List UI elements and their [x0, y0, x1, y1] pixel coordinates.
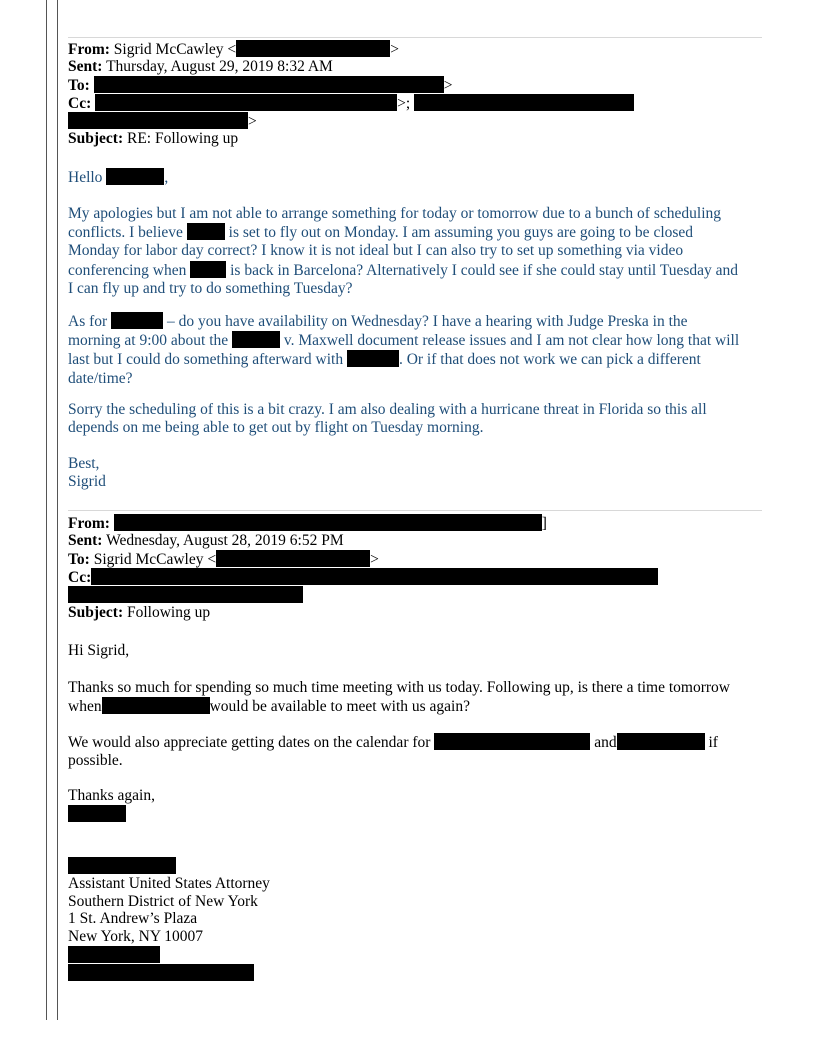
redaction [68, 586, 303, 603]
sig-name-redacted [68, 857, 176, 876]
email2-paragraph-2: We would also appreciate getting dates on the calendar for and if possible. [68, 734, 718, 770]
sig-phone-redacted [68, 946, 160, 965]
email2-cc-cont [68, 586, 303, 605]
redaction [94, 76, 444, 93]
redaction [91, 568, 658, 585]
redaction [347, 350, 399, 367]
margin-line-right [57, 0, 58, 1020]
email1-cc-cont: > [68, 112, 257, 131]
redaction [68, 964, 254, 981]
redaction [232, 331, 280, 348]
email2-cc: Cc: [68, 568, 658, 587]
header-divider-1 [68, 37, 762, 38]
email2-subject: Subject: Following up [68, 604, 211, 621]
email2-to: To: Sigrid McCawley < > [68, 551, 379, 568]
email1-cc: Cc: >; [68, 94, 634, 113]
email2-paragraph-1: Thanks so much for spending so much time meeting with us today. Following up, is there a time tomorrow when would be available to meet with us again? [68, 679, 730, 716]
redaction [102, 697, 210, 714]
redaction [190, 261, 226, 278]
email1-greeting: Hello , [68, 169, 169, 186]
redaction [434, 733, 590, 750]
email1-signoff: Best, Sigrid [68, 455, 106, 491]
email2-from: From: ] [68, 515, 547, 532]
redaction [617, 733, 705, 750]
redaction [414, 94, 634, 111]
email2-signoff: Thanks again, [68, 787, 763, 824]
redaction [68, 112, 248, 129]
margin-line-left [46, 0, 47, 1020]
email1-paragraph-1: My apologies but I am not able to arrange something for today or tomorrow due to a bunch of scheduling conflicts. I believe is set to fly out on Monday. I am assuming you guys are going to be closed Monday for labor day correct? I know it is not ideal but I can also try to set up something via video conferencing when is back in Barcelona? Alternatively I could see if she could stay until Tuesday and I can fly up and try to do something Tuesday? [68, 205, 739, 297]
redaction [216, 550, 370, 567]
redaction [95, 94, 397, 111]
email1-paragraph-2: As for – do you have availability on Wednesday? I have a hearing with Judge Preska in the morning at 9:00 about the v. Maxwell document release issues and I am not clear how long that will last but I could do something afterward with . Or if that does not work we can pick a different date/time? [68, 313, 740, 387]
redaction [68, 857, 176, 874]
email2-sent: Sent: Wednesday, August 28, 2019 6:52 PM [68, 532, 344, 549]
email2-signature-block: Assistant United States Attorney Southern District of New York 1 St. Andrew’s Plaza New York, NY 10007 [68, 875, 270, 945]
redaction [236, 40, 390, 57]
email1-paragraph-3: Sorry the scheduling of this is a bit crazy. I am also dealing with a hurricane threat in Florida so this all depends on me being able to get out by flight on Tuesday morning. [68, 401, 707, 437]
header-divider-2 [68, 510, 762, 511]
redaction [187, 223, 225, 240]
email2-greeting: Hi Sigrid, [68, 642, 130, 659]
sig-email-redacted [68, 964, 254, 983]
redaction [111, 312, 163, 329]
redaction [68, 946, 160, 963]
email1-to: To: > [68, 77, 453, 94]
redaction [68, 805, 126, 822]
redaction [114, 514, 542, 531]
redaction [106, 168, 164, 185]
email1-subject: Subject: RE: Following up [68, 130, 239, 147]
email1-from: From: Sigrid McCawley < > [68, 41, 399, 58]
email1-sent: Sent: Thursday, August 29, 2019 8:32 AM [68, 58, 333, 75]
